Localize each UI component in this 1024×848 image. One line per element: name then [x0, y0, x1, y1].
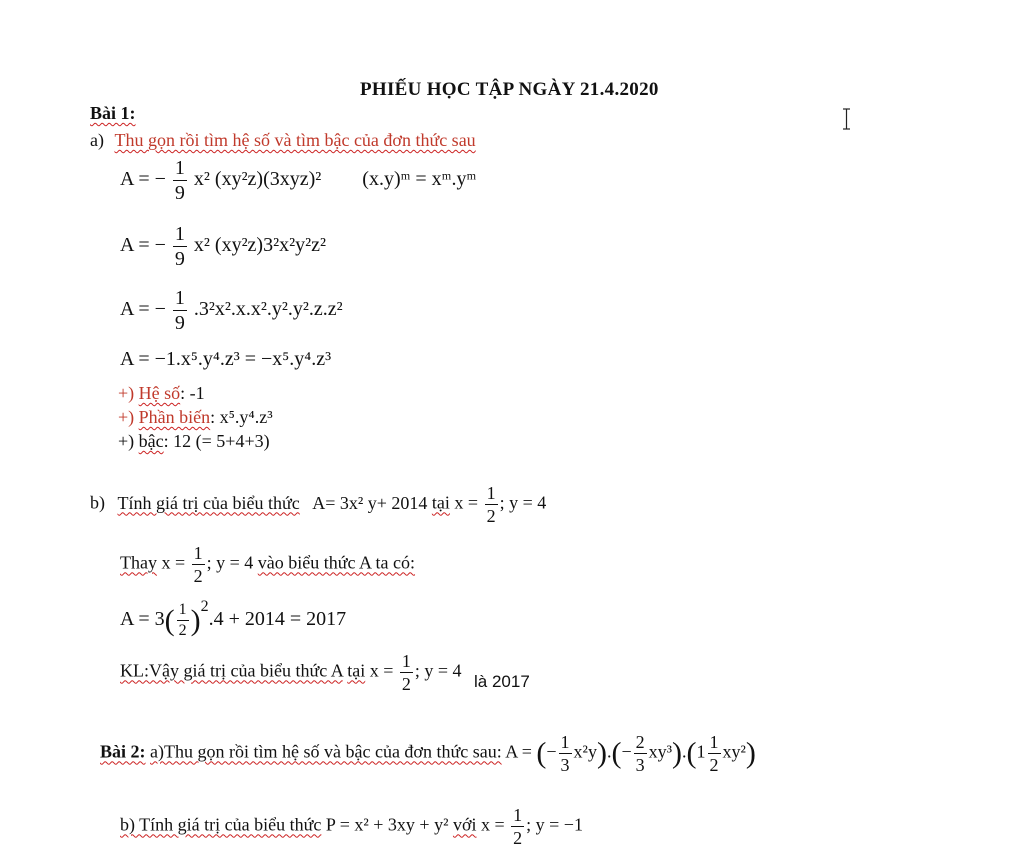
bai1-line2	[120, 224, 326, 269]
thay-line	[120, 544, 415, 585]
bai2-term3: xy²	[722, 741, 746, 762]
bai2-b-voi: với	[452, 814, 477, 835]
fraction-one-half: $\frac{1}{2}$	[486, 483, 496, 526]
fraction-two-thirds: $\frac{2}{3}$	[635, 732, 645, 775]
bai2-a-line: Bài 2: a)Thu gọn rồi tìm hệ số và bậc của đơn thức sau: A = (− $\frac{1}{3}$ x²y).(− $\frac{2}{3}$ xy³).(1 $\frac{1}{2}$ xy²)	[100, 732, 756, 775]
fraction-one-half: $\frac{1}{2}$	[513, 805, 523, 848]
heso-line	[118, 383, 205, 404]
bai2-a-lhs: A =	[505, 741, 532, 762]
bai1-a-text: Thu gọn rồi tìm hệ số và tìm bậc của đơn thức sau	[114, 130, 476, 150]
kl-line	[120, 652, 530, 693]
bai1-b-expr: A= 3x² y+ 2014	[312, 492, 428, 513]
fraction-one-half: $\frac{1}{2}$	[193, 543, 203, 586]
bai2-b-x: x =	[481, 814, 505, 835]
bai1-a-prefix: a)	[90, 130, 104, 150]
bac-prefix: +)	[118, 431, 135, 451]
page-title: PHIẾU HỌC TẬP NGÀY 21.4.2020	[360, 79, 659, 100]
phanbien-value: : x⁵.y⁴.z³	[210, 407, 273, 427]
line1-lhs: A = −	[120, 168, 166, 191]
bai2-b-line	[120, 806, 583, 847]
bai2-b-y: ; y = −1	[526, 814, 583, 835]
line2-expr: x² (xy²z)3²x²y²z²	[193, 234, 326, 257]
phanbien-prefix: +)	[118, 407, 135, 427]
heso-value: : -1	[180, 383, 205, 403]
bai1-b-text: Tính giá trị của biểu thức	[117, 492, 300, 513]
fraction-one-half-small: $\frac{1}{2}$	[178, 600, 187, 639]
thay-word: Thay	[120, 552, 157, 573]
heso-label: Hệ số	[138, 383, 181, 403]
bai1-line4: A = −1.x⁵.y⁴.z³ = −x⁵.y⁴.z³	[120, 348, 332, 370]
thay-rest: vào biểu thức A ta có:	[257, 552, 416, 573]
bai2-heading: Bài 2:	[100, 741, 146, 762]
bai1-b-tai: tại	[431, 492, 450, 513]
bai1-line3	[120, 288, 343, 333]
calc-lhs: A = 3	[120, 608, 165, 630]
bai2-a-text: a)Thu gọn rồi tìm hệ số và bậc của đơn thức sau:	[150, 741, 502, 762]
fraction-one-ninth: $\frac{1}{9}$	[174, 157, 185, 204]
bai2-b-text: b) Tính giá trị của biểu thức	[120, 814, 322, 835]
thay-x: x =	[161, 552, 186, 573]
bai1-b-prefix: b)	[90, 492, 105, 513]
fraction-one-ninth: $\frac{1}{9}$	[174, 223, 185, 270]
fraction-one-third: $\frac{1}{3}$	[560, 732, 570, 775]
line3-expr: .3²x².x.x².y².y².z.z²	[193, 298, 343, 321]
fraction-one-half: $\frac{1}{2}$	[401, 651, 411, 694]
kl-text: KL:Vậy giá trị của biểu thức A	[120, 660, 343, 681]
text-cursor-icon	[842, 108, 851, 130]
bac-line	[118, 431, 270, 452]
calc-line: A = 3( $\frac{1}{2}$ )$^2$.4 + 2014 = 2017	[120, 598, 347, 639]
power-rule: (x.y)ᵐ = xᵐ.yᵐ	[362, 168, 477, 191]
calc-rhs: .4 + 2014 = 2017	[208, 608, 347, 630]
line3-lhs: A = −	[120, 298, 166, 321]
kl-tai: tại	[347, 660, 366, 681]
line1-expr: x² (xy²z)(3xyz)²	[193, 168, 322, 191]
bai1-heading: Bài 1:	[90, 103, 136, 123]
bai1-line1	[120, 158, 476, 203]
kl-y: ; y = 4	[414, 660, 462, 681]
bai2-term2: xy³	[648, 741, 673, 762]
line2-lhs: A = −	[120, 234, 166, 257]
thay-y: ; y = 4	[206, 552, 254, 573]
bai2-b-expr: P = x² + 3xy + y²	[325, 814, 449, 835]
phanbien-line	[118, 407, 273, 428]
bai1-b-line	[90, 484, 546, 525]
phanbien-label: Phần biến	[138, 407, 211, 427]
bai1-a-line	[90, 130, 476, 151]
fraction-one-half: $\frac{1}{2}$	[709, 732, 719, 775]
bai2-term1: x²y	[573, 741, 597, 762]
bac-label: bậc	[138, 431, 164, 451]
kl-x: x =	[369, 660, 394, 681]
mixed-whole: 1	[696, 741, 706, 762]
bai1-b-y: ; y = 4	[499, 492, 547, 513]
fraction-one-ninth: $\frac{1}{9}$	[174, 287, 185, 334]
heso-prefix: +)	[118, 383, 135, 403]
kl-result: là 2017	[474, 671, 530, 691]
bai1-b-x: x =	[454, 492, 479, 513]
bac-value: : 12 (= 5+4+3)	[163, 431, 270, 451]
